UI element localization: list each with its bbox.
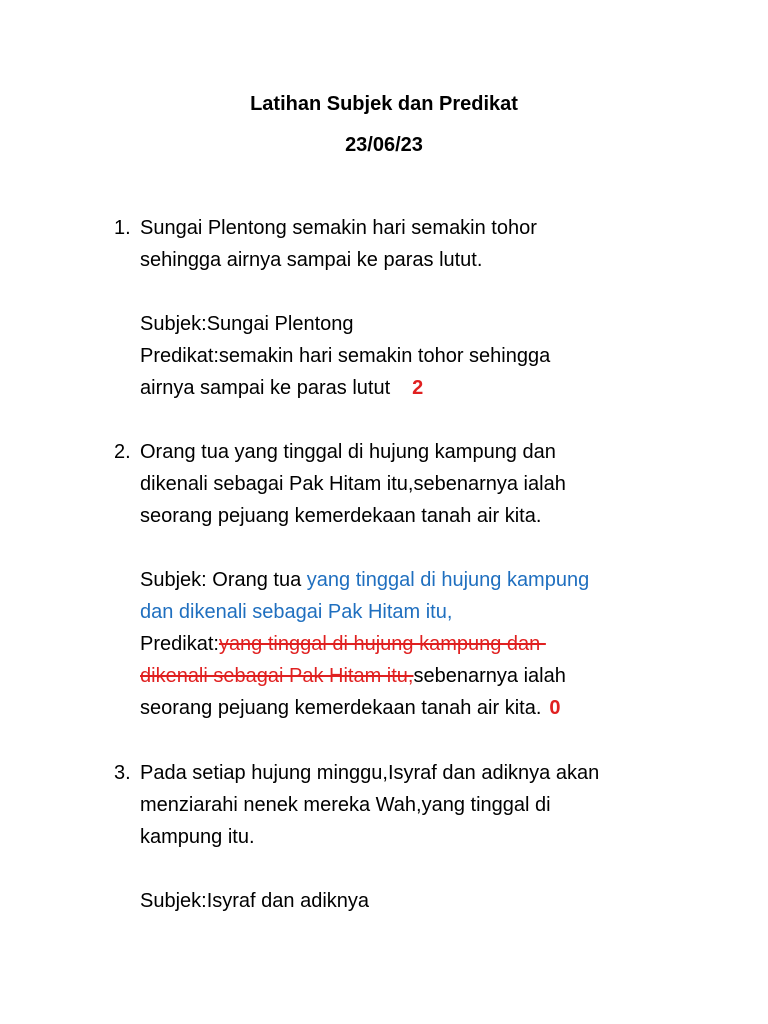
answer-block [140, 308, 740, 404]
item-sentence [140, 757, 740, 853]
page-title: Latihan Subjek dan Predikat [250, 93, 518, 115]
sentence-line: seorang pejuang kemerdekaan tanah air kita. [140, 505, 542, 527]
answer-block [140, 564, 740, 724]
page-date: 23/06/23 [345, 134, 423, 156]
predicate-answer: Predikat:semakin hari semakin tohor sehingga [140, 345, 551, 367]
predicate-answer-cont: seorang pejuang kemerdekaan tanah air kita. [140, 697, 542, 719]
item-number: 3. [114, 762, 131, 784]
subject-answer: Subjek:Sungai Plentong [140, 313, 354, 335]
struck-predicate-cont: dikenali sebagai Pak Hitam itu, [140, 665, 414, 687]
sentence-line: dikenali sebagai Pak Hitam itu,sebenarnya ialah [140, 473, 566, 495]
sentence-line: Pada setiap hujung minggu,Isyraf dan adiknya akan [140, 762, 600, 784]
exercise-item-2 [114, 436, 740, 724]
exercise-item-1 [114, 212, 740, 404]
subject-answer: Subjek:Isyraf dan adiknya [140, 890, 370, 912]
item-sentence [140, 212, 740, 276]
sentence-line: Orang tua yang tinggal di hujung kampung dan [140, 441, 556, 463]
score-mark: 2 [412, 377, 424, 399]
item-number: 1. [114, 217, 131, 239]
subject-correction: yang tinggal di hujung kampung [306, 569, 590, 591]
predicate-answer: sebenarnya ialah [413, 665, 566, 687]
struck-predicate: yang tinggal di hujung kampung dan [218, 633, 546, 655]
exercise-item-3 [114, 757, 740, 917]
sentence-line: kampung itu. [140, 826, 255, 848]
answer-block [140, 885, 740, 917]
sentence-line: menziarahi nenek mereka Wah,yang tinggal di [140, 794, 551, 816]
score-mark: 0 [549, 697, 561, 719]
predicate-label: Predikat: [140, 633, 219, 655]
predicate-answer-cont: airnya sampai ke paras lutut [140, 377, 391, 399]
sentence-line: sehingga airnya sampai ke paras lutut. [140, 249, 483, 271]
sentence-line: Sungai Plentong semakin hari semakin tohor [140, 217, 537, 239]
item-sentence [140, 436, 740, 532]
subject-answer: Subjek: Orang tua [140, 569, 307, 591]
item-number: 2. [114, 441, 131, 463]
subject-correction-cont: dan dikenali sebagai Pak Hitam itu, [140, 601, 453, 623]
